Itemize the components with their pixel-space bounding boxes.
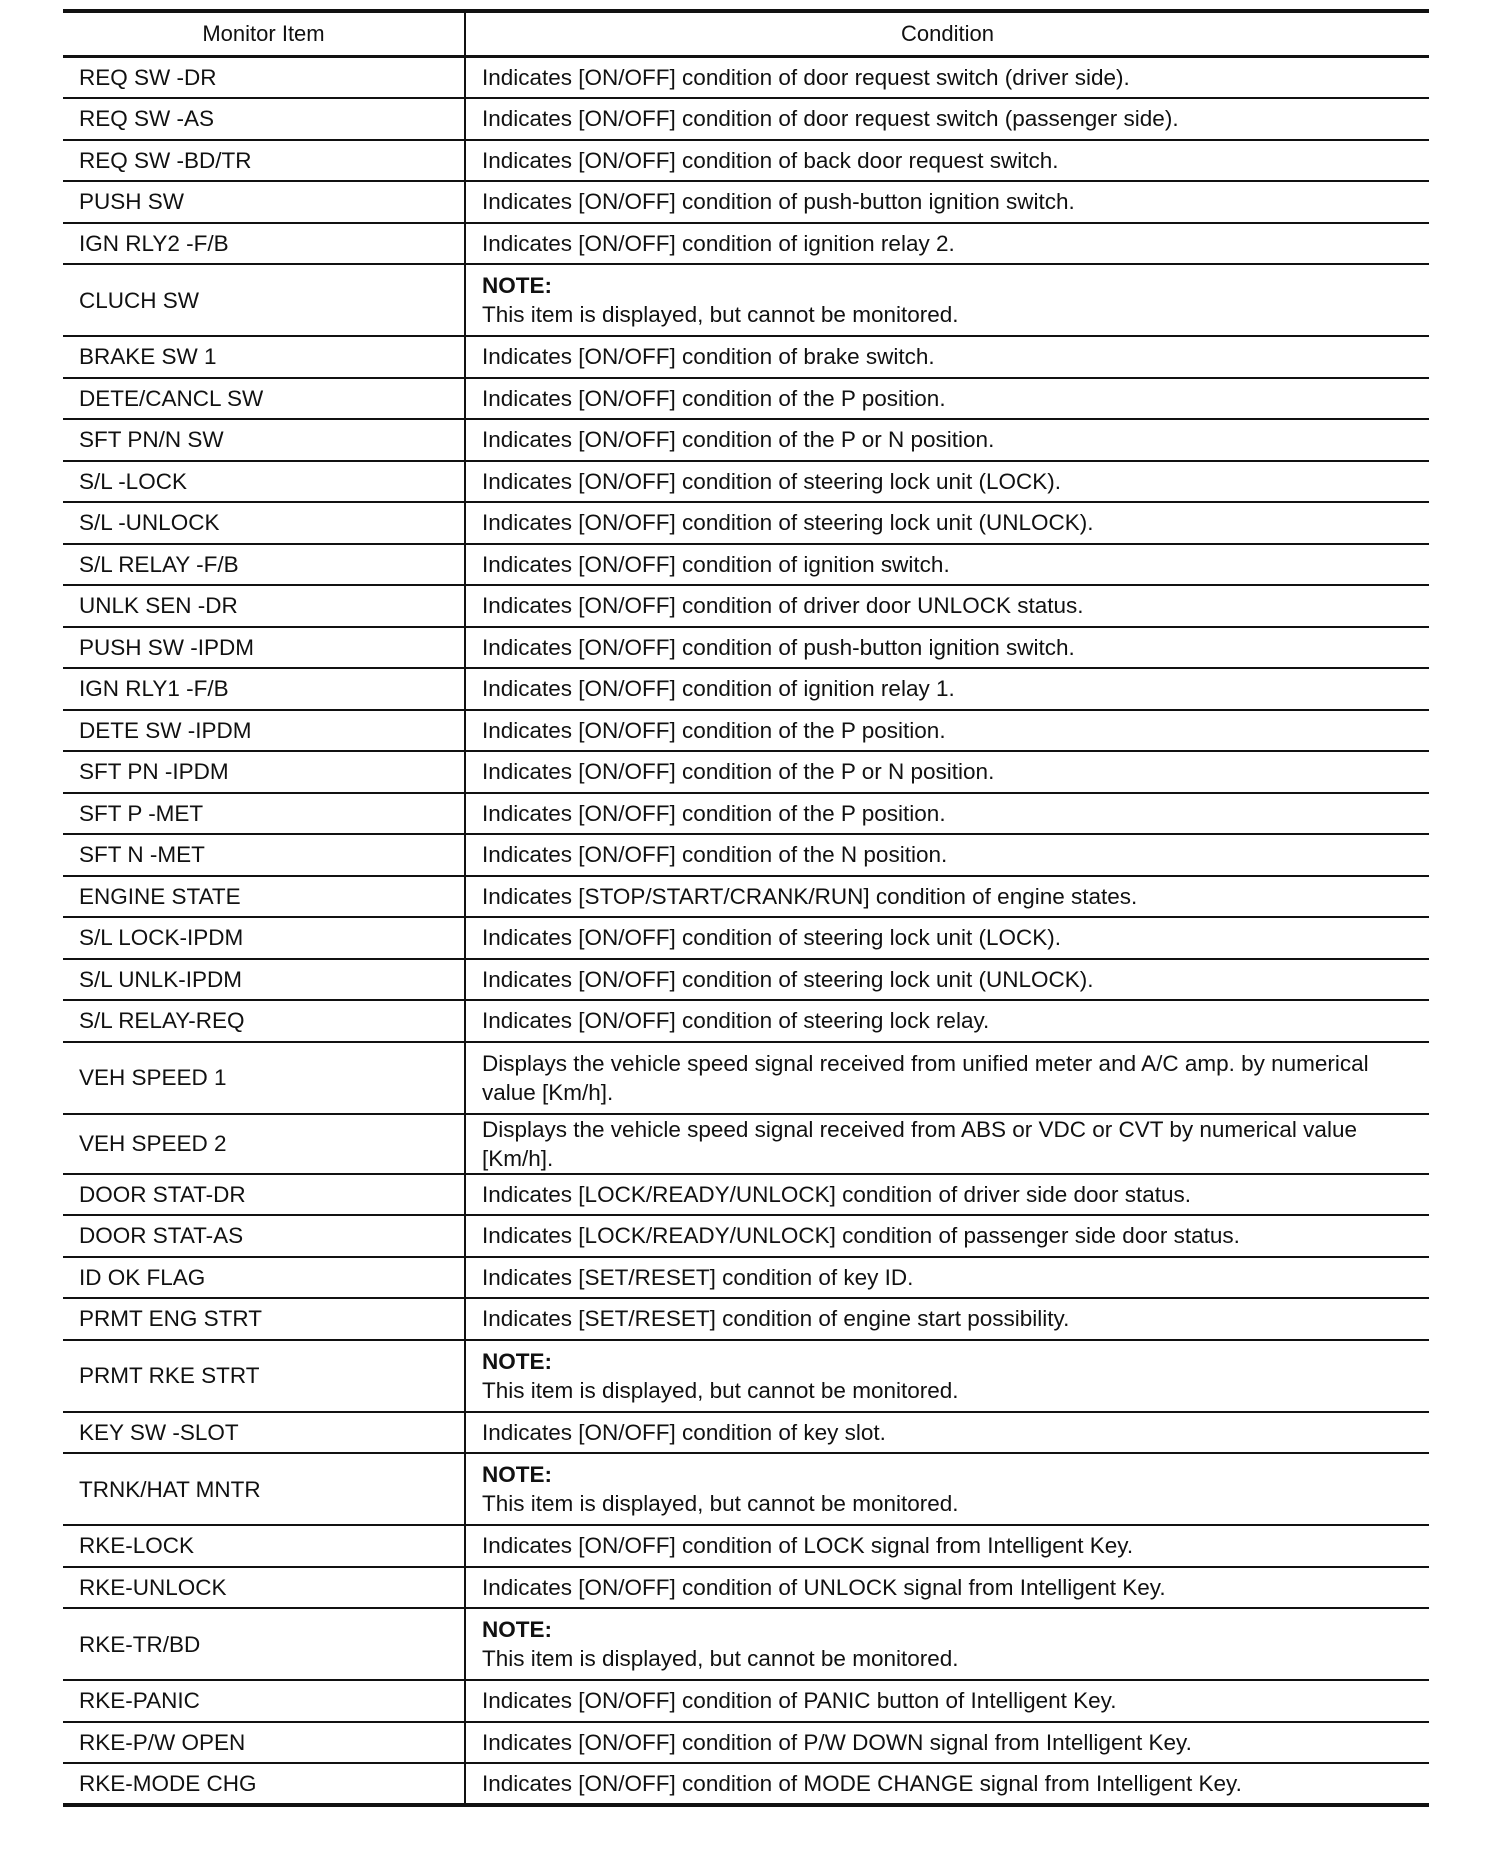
monitor-item-cell: PRMT RKE STRT <box>63 1340 465 1412</box>
table-row <box>63 1215 1429 1257</box>
condition-cell: Indicates [ON/OFF] condition of ignition relay 1. <box>465 668 1429 710</box>
monitor-item-cell: KEY SW -SLOT <box>63 1412 465 1454</box>
table-row <box>63 1114 1429 1174</box>
table-row <box>63 419 1429 461</box>
table-row <box>63 834 1429 876</box>
table-row <box>63 1608 1429 1680</box>
condition-cell: Indicates [ON/OFF] condition of the P position. <box>465 793 1429 835</box>
monitor-item-cell: S/L -UNLOCK <box>63 502 465 544</box>
note-text: This item is displayed, but cannot be monitored. <box>482 1491 959 1516</box>
column-header-monitor-item: Monitor Item <box>63 11 465 57</box>
condition-cell: Indicates [ON/OFF] condition of the P position. <box>465 710 1429 752</box>
monitor-item-table <box>63 9 1429 1807</box>
condition-cell: Indicates [STOP/START/CRANK/RUN] condition of engine states. <box>465 876 1429 918</box>
monitor-item-cell: RKE-TR/BD <box>63 1608 465 1680</box>
monitor-item-cell: UNLK SEN -DR <box>63 585 465 627</box>
condition-cell: Indicates [ON/OFF] condition of back door request switch. <box>465 140 1429 182</box>
monitor-item-cell: PRMT ENG STRT <box>63 1298 465 1340</box>
table-row <box>63 1298 1429 1340</box>
monitor-item-cell: PUSH SW -IPDM <box>63 627 465 669</box>
monitor-item-cell: SFT N -MET <box>63 834 465 876</box>
condition-cell: Indicates [ON/OFF] condition of ignition switch. <box>465 544 1429 586</box>
table-row <box>63 710 1429 752</box>
condition-cell: Indicates [ON/OFF] condition of driver door UNLOCK status. <box>465 585 1429 627</box>
condition-cell: Indicates [ON/OFF] condition of steering lock unit (UNLOCK). <box>465 502 1429 544</box>
monitor-item-cell: S/L LOCK-IPDM <box>63 917 465 959</box>
monitor-item-cell: S/L RELAY-REQ <box>63 1000 465 1042</box>
monitor-item-cell: S/L RELAY -F/B <box>63 544 465 586</box>
monitor-item-cell: PUSH SW <box>63 181 465 223</box>
table-row <box>63 1257 1429 1299</box>
monitor-item-cell: S/L UNLK-IPDM <box>63 959 465 1001</box>
monitor-item-cell: REQ SW -BD/TR <box>63 140 465 182</box>
monitor-item-cell: SFT PN -IPDM <box>63 751 465 793</box>
table-row <box>63 181 1429 223</box>
condition-cell: Indicates [ON/OFF] condition of PANIC button of Intelligent Key. <box>465 1680 1429 1722</box>
table-row <box>63 1722 1429 1764</box>
condition-cell: Indicates [ON/OFF] condition of the P position. <box>465 378 1429 420</box>
condition-cell <box>465 1608 1429 1680</box>
table-row <box>63 1042 1429 1114</box>
table-row <box>63 544 1429 586</box>
monitor-table-container <box>63 9 1429 1807</box>
condition-cell: Indicates [ON/OFF] condition of steering lock unit (LOCK). <box>465 461 1429 503</box>
table-header-row <box>63 11 1429 57</box>
table-row <box>63 627 1429 669</box>
condition-cell: Displays the vehicle speed signal received from ABS or VDC or CVT by numerical value [Km/h]. <box>465 1114 1429 1174</box>
monitor-item-cell: ID OK FLAG <box>63 1257 465 1299</box>
condition-cell: Indicates [ON/OFF] condition of push-button ignition switch. <box>465 627 1429 669</box>
monitor-item-cell: VEH SPEED 2 <box>63 1114 465 1174</box>
note-title: NOTE: <box>482 1462 552 1487</box>
condition-cell <box>465 1340 1429 1412</box>
condition-cell <box>465 1453 1429 1525</box>
monitor-item-cell: IGN RLY2 -F/B <box>63 223 465 265</box>
monitor-item-cell: DETE SW -IPDM <box>63 710 465 752</box>
table-row <box>63 57 1429 99</box>
monitor-item-cell: VEH SPEED 1 <box>63 1042 465 1114</box>
table-row <box>63 793 1429 835</box>
monitor-item-cell: DOOR STAT-AS <box>63 1215 465 1257</box>
table-row <box>63 1453 1429 1525</box>
condition-cell: Indicates [ON/OFF] condition of steering lock unit (UNLOCK). <box>465 959 1429 1001</box>
table-row <box>63 502 1429 544</box>
table-row <box>63 751 1429 793</box>
monitor-item-cell: RKE-LOCK <box>63 1525 465 1567</box>
monitor-item-cell: TRNK/HAT MNTR <box>63 1453 465 1525</box>
monitor-item-cell: SFT PN/N SW <box>63 419 465 461</box>
column-header-condition: Condition <box>465 11 1429 57</box>
table-row <box>63 1412 1429 1454</box>
condition-cell: Indicates [LOCK/READY/UNLOCK] condition of driver side door status. <box>465 1174 1429 1216</box>
monitor-item-cell: REQ SW -AS <box>63 98 465 140</box>
condition-cell: Indicates [ON/OFF] condition of door request switch (passenger side). <box>465 98 1429 140</box>
table-row <box>63 461 1429 503</box>
condition-cell: Indicates [ON/OFF] condition of LOCK signal from Intelligent Key. <box>465 1525 1429 1567</box>
note-title: NOTE: <box>482 1617 552 1642</box>
monitor-item-cell: CLUCH SW <box>63 264 465 336</box>
monitor-item-cell: IGN RLY1 -F/B <box>63 668 465 710</box>
monitor-item-cell: RKE-UNLOCK <box>63 1567 465 1609</box>
condition-cell: Indicates [LOCK/READY/UNLOCK] condition of passenger side door status. <box>465 1215 1429 1257</box>
table-row <box>63 1340 1429 1412</box>
note-title: NOTE: <box>482 1348 552 1374</box>
table-row <box>63 1525 1429 1567</box>
table-row <box>63 1680 1429 1722</box>
condition-cell: Indicates [SET/RESET] condition of engine start possibility. <box>465 1298 1429 1340</box>
condition-cell: Indicates [ON/OFF] condition of the P or N position. <box>465 419 1429 461</box>
monitor-item-cell: DOOR STAT-DR <box>63 1174 465 1216</box>
condition-cell: Indicates [ON/OFF] condition of steering lock relay. <box>465 1000 1429 1042</box>
table-body <box>63 57 1429 1805</box>
condition-cell <box>465 264 1429 336</box>
table-row <box>63 1567 1429 1609</box>
monitor-item-cell: RKE-P/W OPEN <box>63 1722 465 1764</box>
table-row <box>63 1000 1429 1042</box>
condition-cell: Indicates [ON/OFF] condition of steering lock unit (LOCK). <box>465 917 1429 959</box>
monitor-item-cell: RKE-PANIC <box>63 1680 465 1722</box>
condition-cell: Indicates [ON/OFF] condition of brake switch. <box>465 336 1429 378</box>
condition-cell: Indicates [ON/OFF] condition of MODE CHANGE signal from Intelligent Key. <box>465 1763 1429 1805</box>
table-row <box>63 1763 1429 1805</box>
table-row <box>63 876 1429 918</box>
table-row <box>63 336 1429 378</box>
condition-cell: Indicates [ON/OFF] condition of key slot. <box>465 1412 1429 1454</box>
monitor-item-cell: BRAKE SW 1 <box>63 336 465 378</box>
monitor-item-cell: RKE-MODE CHG <box>63 1763 465 1805</box>
table-row <box>63 140 1429 182</box>
table-row <box>63 98 1429 140</box>
condition-cell: Displays the vehicle speed signal received from unified meter and A/C amp. by numerical value [Km/h]. <box>465 1042 1429 1114</box>
condition-cell: Indicates [ON/OFF] condition of P/W DOWN signal from Intelligent Key. <box>465 1722 1429 1764</box>
condition-cell: Indicates [ON/OFF] condition of the N position. <box>465 834 1429 876</box>
table-row <box>63 1174 1429 1216</box>
table-row <box>63 378 1429 420</box>
condition-cell: Indicates [ON/OFF] condition of UNLOCK signal from Intelligent Key. <box>465 1567 1429 1609</box>
monitor-item-cell: REQ SW -DR <box>63 57 465 99</box>
condition-cell: Indicates [SET/RESET] condition of key ID. <box>465 1257 1429 1299</box>
note-text: This item is displayed, but cannot be monitored. <box>482 1377 959 1403</box>
note-text: This item is displayed, but cannot be monitored. <box>482 302 959 327</box>
monitor-item-cell: DETE/CANCL SW <box>63 378 465 420</box>
note-title: NOTE: <box>482 273 552 298</box>
table-row <box>63 959 1429 1001</box>
table-row <box>63 585 1429 627</box>
monitor-item-cell: S/L -LOCK <box>63 461 465 503</box>
monitor-item-cell: SFT P -MET <box>63 793 465 835</box>
table-row <box>63 917 1429 959</box>
table-row <box>63 223 1429 265</box>
condition-cell: Indicates [ON/OFF] condition of the P or N position. <box>465 751 1429 793</box>
monitor-item-cell: ENGINE STATE <box>63 876 465 918</box>
table-row <box>63 264 1429 336</box>
condition-cell: Indicates [ON/OFF] condition of push-button ignition switch. <box>465 181 1429 223</box>
table-row <box>63 668 1429 710</box>
note-text: This item is displayed, but cannot be monitored. <box>482 1646 959 1671</box>
condition-cell: Indicates [ON/OFF] condition of ignition relay 2. <box>465 223 1429 265</box>
condition-cell: Indicates [ON/OFF] condition of door request switch (driver side). <box>465 57 1429 99</box>
